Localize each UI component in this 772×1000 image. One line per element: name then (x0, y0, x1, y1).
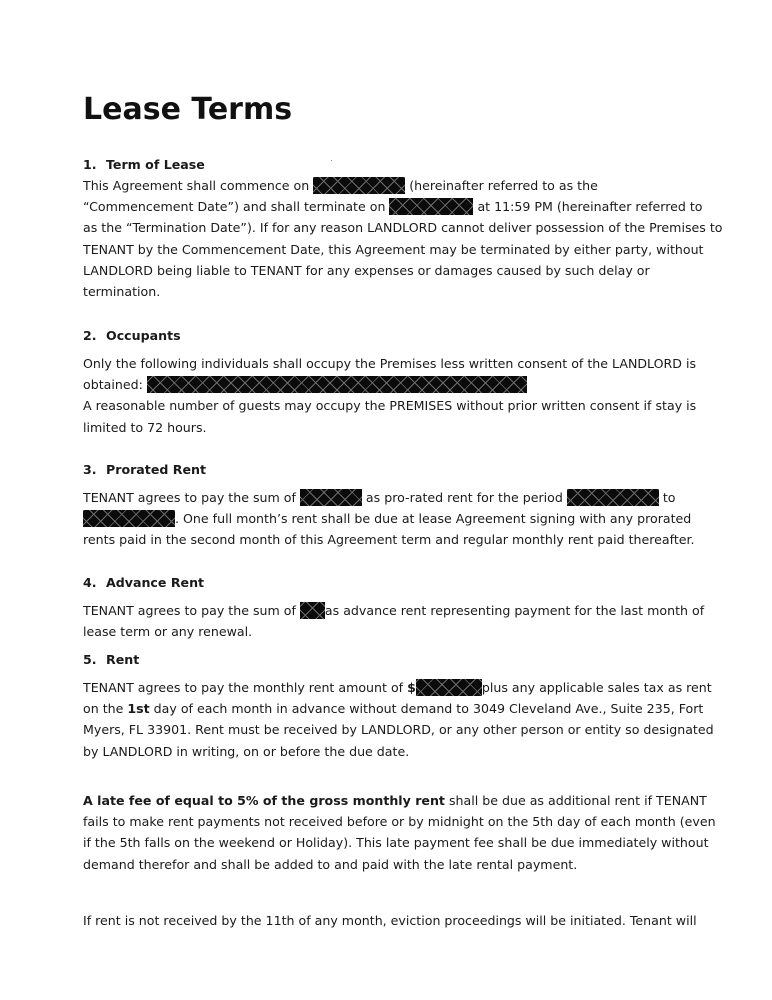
section-heading: 1. Term of Lease (83, 157, 205, 172)
redaction-occupant-names (147, 376, 527, 393)
redaction-advance-amount (300, 602, 325, 619)
section-heading: 3. Prorated Rent (83, 462, 206, 477)
redaction-prorated-amount (300, 489, 362, 506)
section-term-of-lease (83, 154, 723, 302)
section-body: Only the following individuals shall occupy the Premises less written consent of the LANDLORD is obtained: A reasonable number of guests may occupy the PREMISES without prior written consent if stay is limited to 72 hours. (83, 356, 697, 435)
section-heading: 2. Occupants (83, 328, 181, 343)
section-prorated-rent (83, 459, 723, 551)
section-body: TENANT agrees to pay the monthly rent amount of $ plus any applicable sales tax as rent on the 1st day of each month in advance without demand to 3049 Cleveland Ave., Suite 235, Fort Myers, FL 33901. Rent must be received by LANDLORD, or any other person or entity so designated by LANDLORD in writing, on or before the due date. (83, 680, 714, 759)
section-body: This Agreement shall commence on (hereinafter referred to as the “Commencement Date”) and shall terminate on at 11:59 PM (hereinafter referred to as the “Termination Date”). If for any reason LANDLORD cannot deliver possession of the Premises to TENANT by the Commencement Date, this Agreement may be terminated by either party, without LANDLORD being liable to TENANT for any expenses or damages caused by such delay or termination. (83, 178, 723, 300)
section-heading: 5. Rent (83, 652, 140, 667)
section-occupants (83, 325, 723, 438)
section-body: TENANT agrees to pay the sum of as pro-rated rent for the period to . One full month’s rent shall be due at lease Agreement signing with any prorated rents paid in the second month of this Agreement term and regular monthly rent paid thereafter. (83, 490, 695, 548)
late-fee-paragraph: A late fee of equal to 5% of the gross monthly rent shall be due as additional rent if TENANT fails to make rent payments not received before or by midnight on the 5th day of each month (even if the 5th falls on the weekend or Holiday). This late payment fee shall be due immediately without demand therefor and shall be added to and paid with the late rental payment. (83, 793, 716, 872)
redaction-monthly-rent (416, 679, 482, 696)
eviction-paragraph: If rent is not received by the 11th of any month, eviction proceedings will be initiated. Tenant will (83, 913, 697, 928)
redaction-termination-date (389, 198, 473, 215)
page-title: Lease Terms (83, 92, 293, 127)
section-rent (83, 649, 723, 762)
redaction-period-start (567, 489, 659, 506)
section-body: TENANT agrees to pay the sum of as advance rent representing payment for the last month of lease term or any renewal. (83, 603, 705, 640)
section-advance-rent (83, 572, 723, 642)
redaction-period-end (83, 510, 175, 527)
redaction-commencement-date (313, 177, 405, 194)
section-heading: 4. Advance Rent (83, 575, 205, 590)
